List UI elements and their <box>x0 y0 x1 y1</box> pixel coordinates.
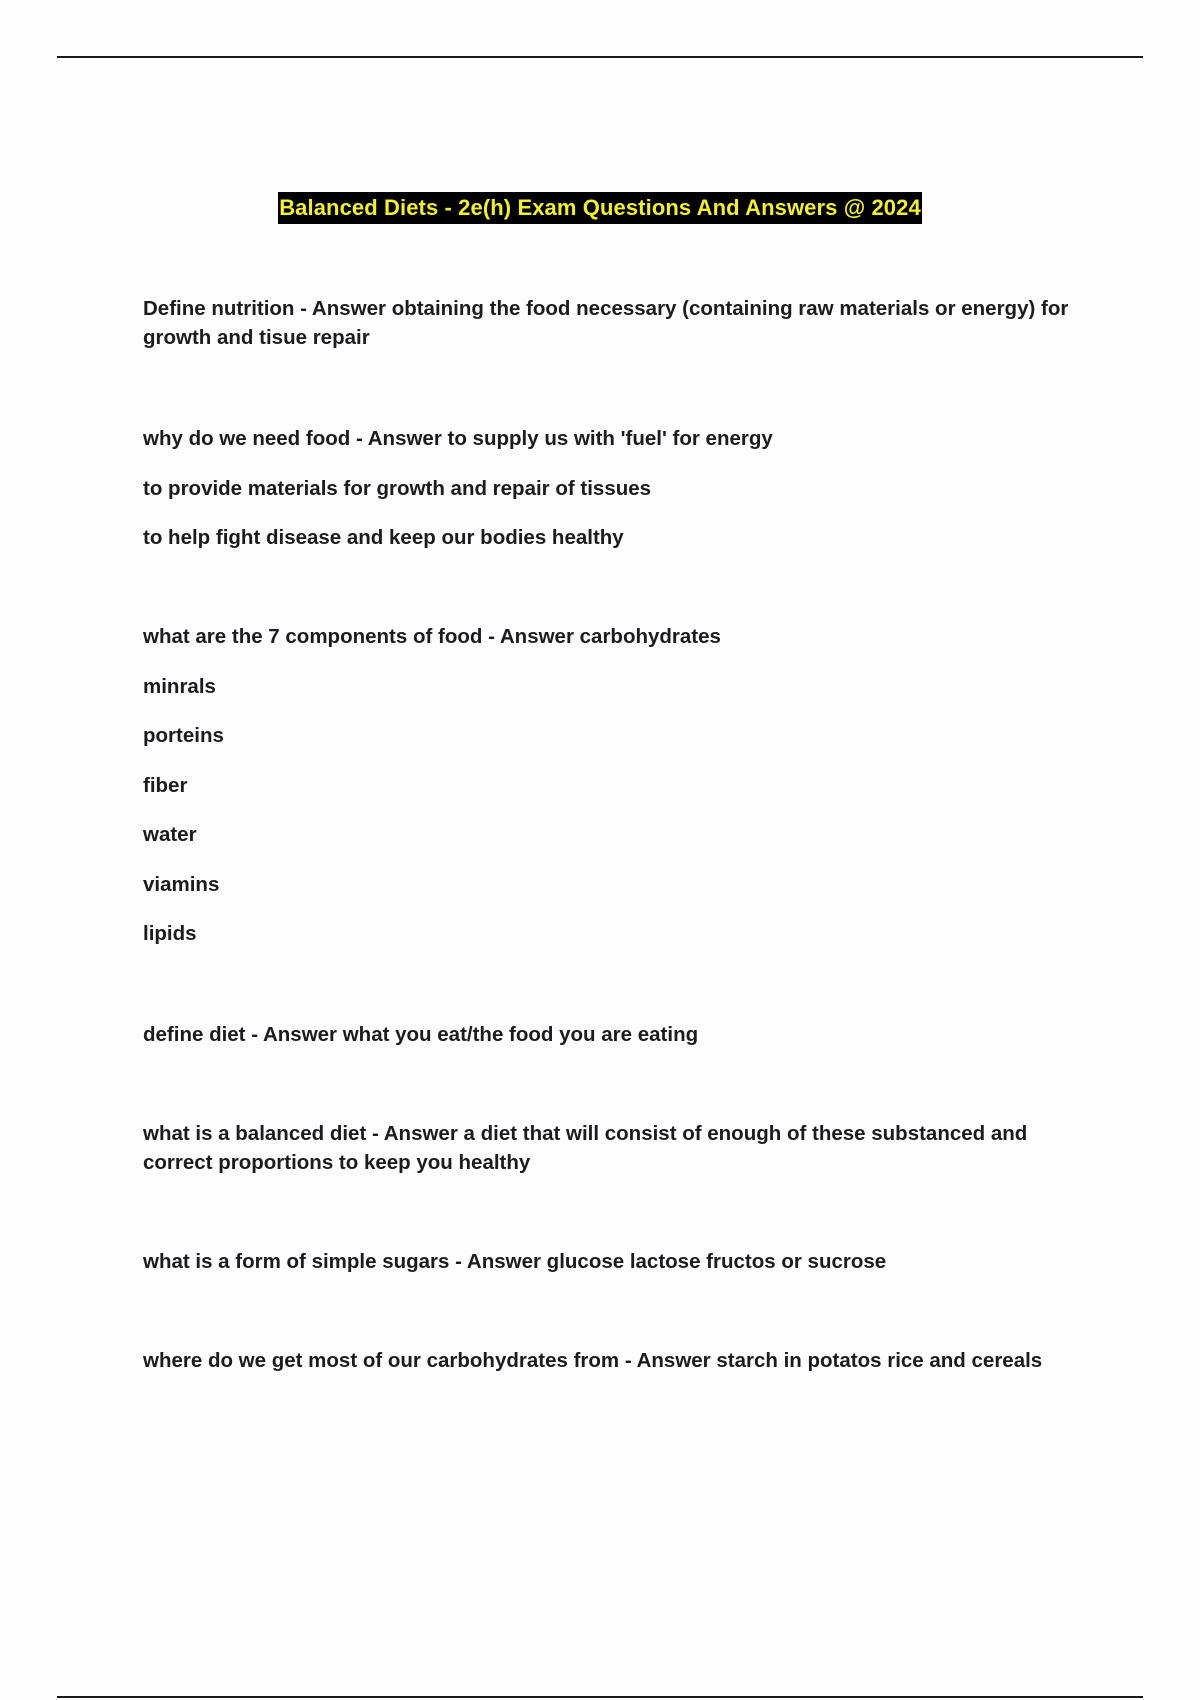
answer-7-line-1: starch in potatos rice and cereals <box>716 1349 1043 1372</box>
question-6: what is a form of simple sugars <box>143 1250 450 1273</box>
qa-item-4 <box>143 1020 1083 1049</box>
question-5: what is a balanced diet <box>143 1122 367 1145</box>
answer-separator: - Answer <box>366 1122 464 1145</box>
question-2: why do we need food <box>143 427 351 450</box>
answer-3-line-3: porteins <box>143 724 224 747</box>
qa-item-1 <box>143 294 1083 352</box>
question-7: where do we get most of our carbohydrates from <box>143 1349 620 1372</box>
answer-3-line-7: lipids <box>143 922 197 945</box>
answer-4-line-1: what you eat/the food you are eating <box>342 1023 699 1046</box>
bottom-rule <box>57 1696 1143 1698</box>
answer-separator: - Answer <box>482 625 580 648</box>
answer-5-line-1: a diet that will consist of enough of these substanced and correct proportions to keep you healthy <box>143 1122 1028 1174</box>
qa-item-3 <box>143 622 1083 651</box>
answer-separator: - Answer <box>350 427 448 450</box>
answer-separator: - Answer <box>449 1250 547 1273</box>
answer-2-line-1: to supply us with 'fuel' for energy <box>447 427 773 450</box>
answer-3-line-2: minrals <box>143 675 216 698</box>
qa-item-5 <box>143 1119 1083 1177</box>
answer-3-line-5: water <box>143 823 197 846</box>
answer-separator: - Answer <box>619 1349 717 1372</box>
answer-2-line-2: to provide materials for growth and repair of tissues <box>143 477 652 500</box>
answer-2-line-3: to help fight disease and keep our bodies healthy <box>143 526 624 549</box>
answer-3-line-4: fiber <box>143 774 188 797</box>
qa-item-2 <box>143 424 1083 453</box>
question-3: what are the 7 components of food <box>143 625 483 648</box>
top-rule <box>57 56 1143 58</box>
question-1: Define nutrition <box>143 297 295 320</box>
question-4: define diet <box>143 1023 246 1046</box>
answer-separator: - Answer <box>294 297 392 320</box>
title-container <box>0 192 1200 224</box>
document-title: Balanced Diets - 2e(h) Exam Questions And Answers @ 2024 <box>278 192 922 224</box>
answer-3-line-1: carbohydrates <box>579 625 721 648</box>
answer-1-line-1: obtaining the food necessary (containing raw materials or energy) for growth and tisue repair <box>143 297 1069 349</box>
answer-6-line-1: glucose lactose fructos or sucrose <box>546 1250 887 1273</box>
answer-3-line-6: viamins <box>143 873 220 896</box>
qa-item-6 <box>143 1247 1083 1276</box>
qa-item-7 <box>143 1346 1083 1375</box>
answer-separator: - Answer <box>245 1023 343 1046</box>
